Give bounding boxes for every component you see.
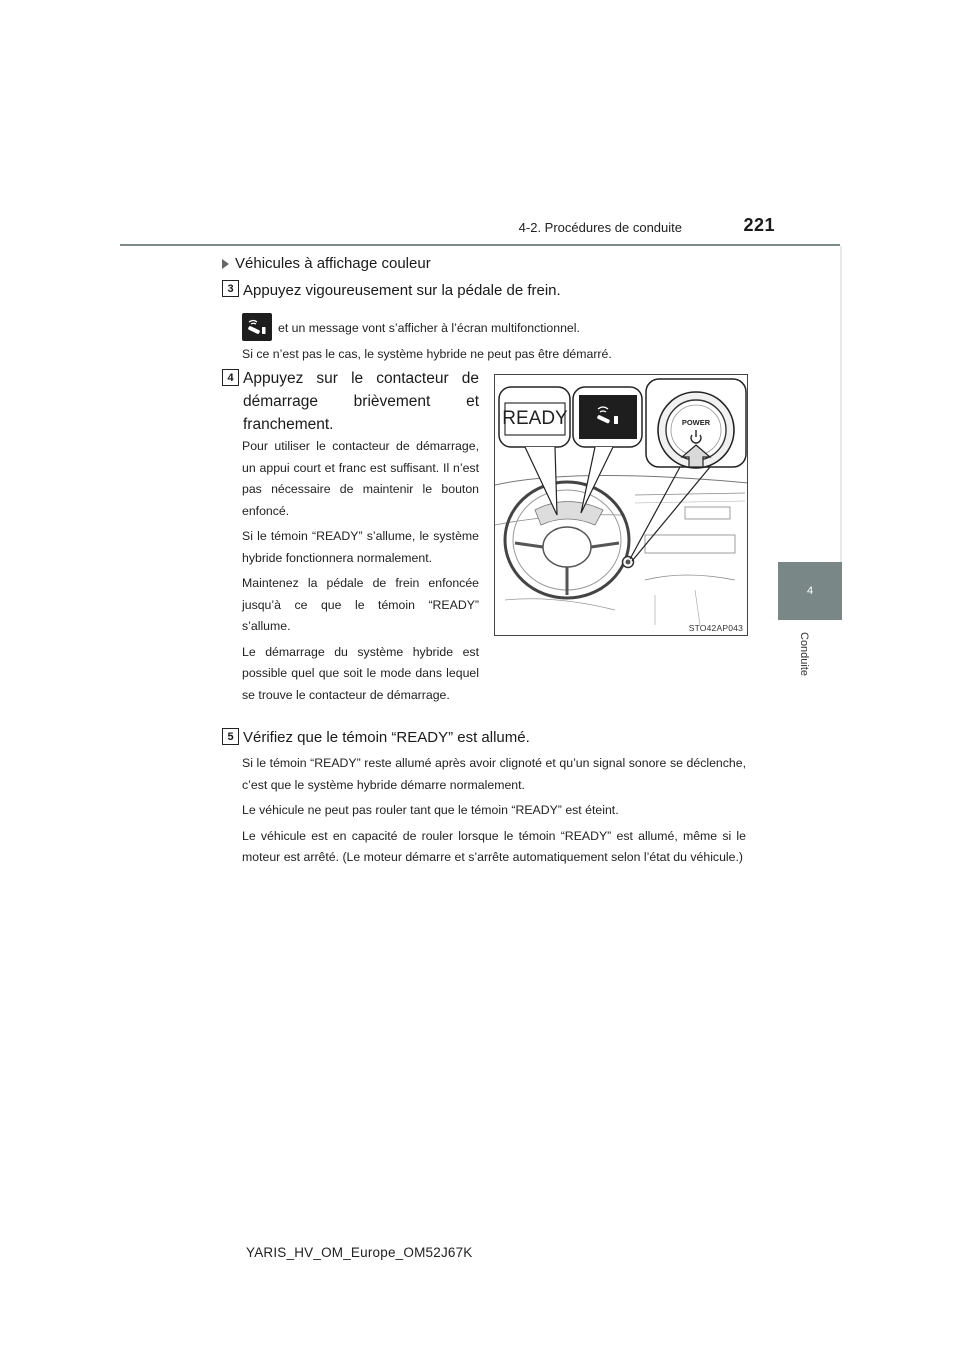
- section-title: 4-2. Procédures de conduite: [518, 220, 682, 235]
- step-number-box: 4: [222, 369, 239, 386]
- triangle-right-icon: [222, 259, 229, 269]
- chapter-number: 4: [806, 585, 814, 597]
- side-rule: [840, 246, 842, 562]
- step-title: Appuyez sur le contacteur de démarrage brièvement et franchement.: [243, 370, 479, 433]
- figure-code: STO42AP043: [688, 623, 743, 633]
- variant-heading: [222, 255, 431, 272]
- step-note: Si ce n’est pas le cas, le système hybride ne peut pas être démarré.: [242, 347, 612, 361]
- icon-note: et un message vont s’afficher à l’écran multifonctionnel.: [278, 321, 580, 335]
- step-notes: [242, 436, 479, 710]
- power-button-label: POWER: [681, 418, 711, 427]
- chapter-label: Conduite: [798, 632, 810, 677]
- step-title: Vérifiez que le témoin “READY” est allumé.: [243, 729, 530, 746]
- step-note: Le véhicule est en capacité de rouler lorsque le témoin “READY” est allumé, même si le moteur est arrêté. (Le moteur démarre et s’arrête automatiquement selon l’état du véhicule.): [242, 828, 746, 865]
- chapter-tab[interactable]: [778, 562, 842, 620]
- step-number-box: 5: [222, 728, 239, 745]
- step-note: Si le témoin “READY” s’allume, le système hybride fonctionnera normalement.: [242, 529, 479, 565]
- step-note: Si le témoin “READY” reste allumé après avoir clignoté et qu’un signal sonore se déclenche, c’est que le système hybride démarre normalement.: [242, 756, 746, 792]
- chapter-label-box: [778, 622, 842, 740]
- dashboard-illustration: [494, 374, 748, 636]
- brake-pedal-indicator-icon: [242, 313, 272, 341]
- ready-indicator-label: READY: [502, 408, 568, 429]
- step-title: Appuyez vigoureusement sur la pédale de frein.: [243, 282, 561, 299]
- variant-label: Véhicules à affichage couleur: [235, 255, 431, 272]
- step-number-box: 3: [222, 280, 239, 297]
- header-rule: [120, 244, 840, 246]
- page-number: 221: [743, 215, 775, 235]
- step-note: Le véhicule ne peut pas rouler tant que le témoin “READY” est éteint.: [242, 803, 619, 818]
- document-code: YARIS_HV_OM_Europe_OM52J67K: [246, 1245, 473, 1260]
- step-note: Pour utiliser le contacteur de démarrage, un appui court et franc est suffisant. Il n’est pas nécessaire de maintenir le bouton enfoncé.: [242, 439, 479, 518]
- step-note: Maintenez la pédale de frein enfoncée jusqu’à ce que le témoin “READY” s’allume.: [242, 576, 479, 634]
- step-note: Le démarrage du système hybride est possible quel que soit le mode dans lequel se trouve le contacteur de démarrage.: [242, 644, 479, 702]
- step-notes: [242, 753, 746, 873]
